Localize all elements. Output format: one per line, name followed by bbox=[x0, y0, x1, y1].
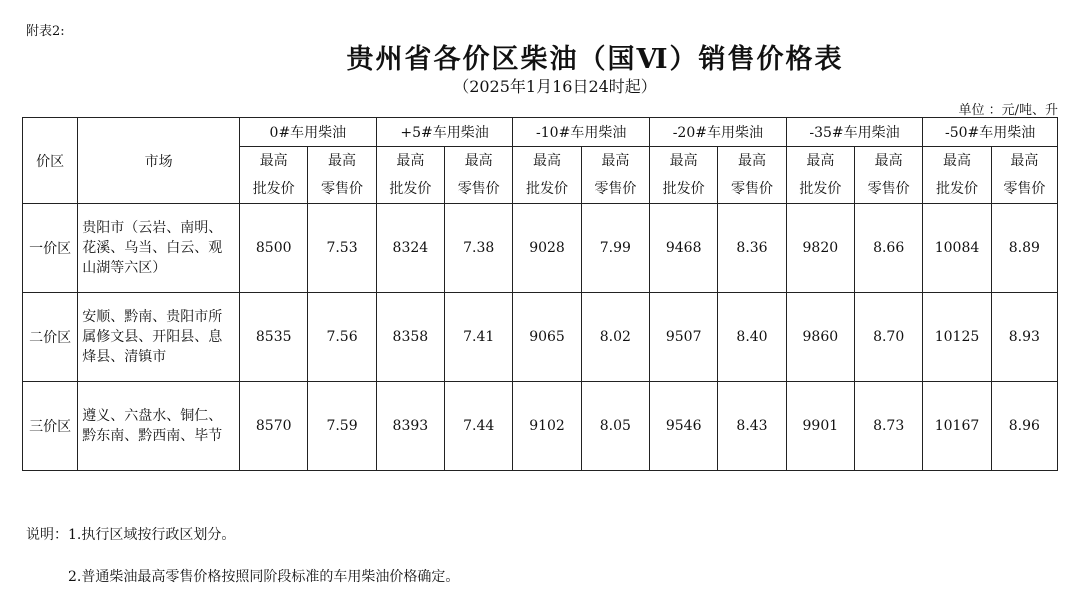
subheader-line: 最高 bbox=[669, 153, 698, 169]
price-table bbox=[22, 117, 1058, 471]
page-title: 贵州省各价区柴油（国Ⅵ）销售价格表 bbox=[346, 44, 844, 75]
retail-price-cell: 7.53 bbox=[308, 204, 376, 293]
wholesale-price-cell: 8393 bbox=[376, 382, 444, 471]
header-fuel-type: +5#车用柴油 bbox=[376, 118, 513, 147]
wholesale-price-cell: 10167 bbox=[923, 382, 991, 471]
note-2: 2.普通柴油最高零售价格按照同阶段标准的车用柴油价格确定。 bbox=[68, 569, 460, 585]
subheader-line: 零售价 bbox=[594, 181, 637, 197]
wholesale-price-cell: 9028 bbox=[513, 204, 581, 293]
wholesale-price-cell: 9546 bbox=[650, 382, 718, 471]
zone-cell: 三价区 bbox=[23, 382, 78, 471]
subheader-line: 零售价 bbox=[457, 181, 500, 197]
subheader-max-retail-price bbox=[308, 147, 376, 204]
retail-price-cell: 7.44 bbox=[445, 382, 513, 471]
wholesale-price-cell: 10084 bbox=[923, 204, 991, 293]
wholesale-price-cell: 9860 bbox=[786, 293, 854, 382]
wholesale-price-cell: 9901 bbox=[786, 382, 854, 471]
header-fuel-type: -10#车用柴油 bbox=[513, 118, 650, 147]
subheader-max-wholesale-price bbox=[650, 147, 718, 204]
wholesale-price-cell: 8358 bbox=[376, 293, 444, 382]
subheader-line: 零售价 bbox=[1003, 181, 1046, 197]
subheader-max-retail-price bbox=[718, 147, 786, 204]
subheader-line: 最高 bbox=[259, 153, 288, 169]
wholesale-price-cell: 8324 bbox=[376, 204, 444, 293]
header-fuel-type: -50#车用柴油 bbox=[923, 118, 1058, 147]
retail-price-cell: 8.36 bbox=[718, 204, 786, 293]
subheader-line: 批发价 bbox=[526, 181, 569, 197]
attachment-label: 附表2: bbox=[26, 24, 65, 39]
subheader-max-retail-price bbox=[445, 147, 513, 204]
retail-price-cell: 7.41 bbox=[445, 293, 513, 382]
zone-cell: 一价区 bbox=[23, 204, 78, 293]
effective-date: （2025年1月16日24时起） bbox=[453, 77, 657, 96]
retail-price-cell: 8.43 bbox=[718, 382, 786, 471]
subheader-line: 最高 bbox=[464, 153, 493, 169]
subheader-line: 最高 bbox=[942, 153, 971, 169]
note-1: 说明：1.执行区域按行政区划分。 bbox=[26, 527, 236, 543]
market-cell: 安顺、黔南、贵阳市所属修文县、开阳县、息烽县、清镇市 bbox=[78, 293, 240, 382]
subheader-max-wholesale-price bbox=[376, 147, 444, 204]
subheader-line: 零售价 bbox=[867, 181, 910, 197]
subheader-line: 零售价 bbox=[321, 181, 364, 197]
retail-price-cell: 8.70 bbox=[855, 293, 923, 382]
subheader-max-wholesale-price bbox=[240, 147, 308, 204]
header-fuel-type: -35#车用柴油 bbox=[786, 118, 923, 147]
header-fuel-type: 0#车用柴油 bbox=[240, 118, 377, 147]
subheader-line: 最高 bbox=[738, 153, 766, 169]
retail-price-cell: 7.99 bbox=[581, 204, 649, 293]
subheader-line: 最高 bbox=[601, 153, 630, 169]
subheader-line: 最高 bbox=[1010, 153, 1039, 169]
wholesale-price-cell: 10125 bbox=[923, 293, 991, 382]
table-row bbox=[23, 382, 1058, 471]
subheader-line: 最高 bbox=[396, 153, 425, 169]
wholesale-price-cell: 8535 bbox=[240, 293, 308, 382]
header-zone: 价区 bbox=[23, 118, 78, 204]
retail-price-cell: 8.40 bbox=[718, 293, 786, 382]
retail-price-cell: 8.96 bbox=[991, 382, 1057, 471]
retail-price-cell: 7.38 bbox=[445, 204, 513, 293]
subheader-line: 最高 bbox=[874, 153, 903, 169]
subheader-line: 最高 bbox=[806, 153, 835, 169]
wholesale-price-cell: 9102 bbox=[513, 382, 581, 471]
wholesale-price-cell: 9468 bbox=[650, 204, 718, 293]
zone-cell: 二价区 bbox=[23, 293, 78, 382]
retail-price-cell: 8.93 bbox=[991, 293, 1057, 382]
wholesale-price-cell: 9820 bbox=[786, 204, 854, 293]
table-row bbox=[23, 293, 1058, 382]
subheader-line: 零售价 bbox=[731, 181, 773, 197]
wholesale-price-cell: 8500 bbox=[240, 204, 308, 293]
retail-price-cell: 8.73 bbox=[855, 382, 923, 471]
retail-price-cell: 8.02 bbox=[581, 293, 649, 382]
subheader-line: 批发价 bbox=[662, 181, 705, 197]
retail-price-cell: 7.56 bbox=[308, 293, 376, 382]
subheader-max-retail-price bbox=[991, 147, 1057, 204]
market-cell: 遵义、六盘水、铜仁、黔东南、黔西南、毕节 bbox=[78, 382, 240, 471]
header-market: 市场 bbox=[78, 118, 240, 204]
subheader-max-wholesale-price bbox=[923, 147, 991, 204]
subheader-max-retail-price bbox=[581, 147, 649, 204]
wholesale-price-cell: 9065 bbox=[513, 293, 581, 382]
subheader-line: 批发价 bbox=[935, 181, 978, 197]
retail-price-cell: 8.66 bbox=[855, 204, 923, 293]
wholesale-price-cell: 8570 bbox=[240, 382, 308, 471]
table-row bbox=[23, 204, 1058, 293]
subheader-line: 最高 bbox=[533, 153, 562, 169]
retail-price-cell: 7.59 bbox=[308, 382, 376, 471]
subheader-line: 批发价 bbox=[799, 181, 842, 197]
subheader-line: 最高 bbox=[328, 153, 357, 169]
subheader-max-wholesale-price bbox=[786, 147, 854, 204]
header-fuel-type: -20#车用柴油 bbox=[650, 118, 787, 147]
unit-label: 单位 ：元/吨、升 bbox=[958, 103, 1058, 118]
market-cell: 贵阳市（云岩、南明、花溪、乌当、白云、观山湖等六区） bbox=[78, 204, 240, 293]
subheader-max-retail-price bbox=[855, 147, 923, 204]
retail-price-cell: 8.05 bbox=[581, 382, 649, 471]
subheader-line: 批发价 bbox=[252, 181, 295, 197]
subheader-line: 批发价 bbox=[389, 181, 432, 197]
subheader-max-wholesale-price bbox=[513, 147, 581, 204]
retail-price-cell: 8.89 bbox=[991, 204, 1057, 293]
wholesale-price-cell: 9507 bbox=[650, 293, 718, 382]
